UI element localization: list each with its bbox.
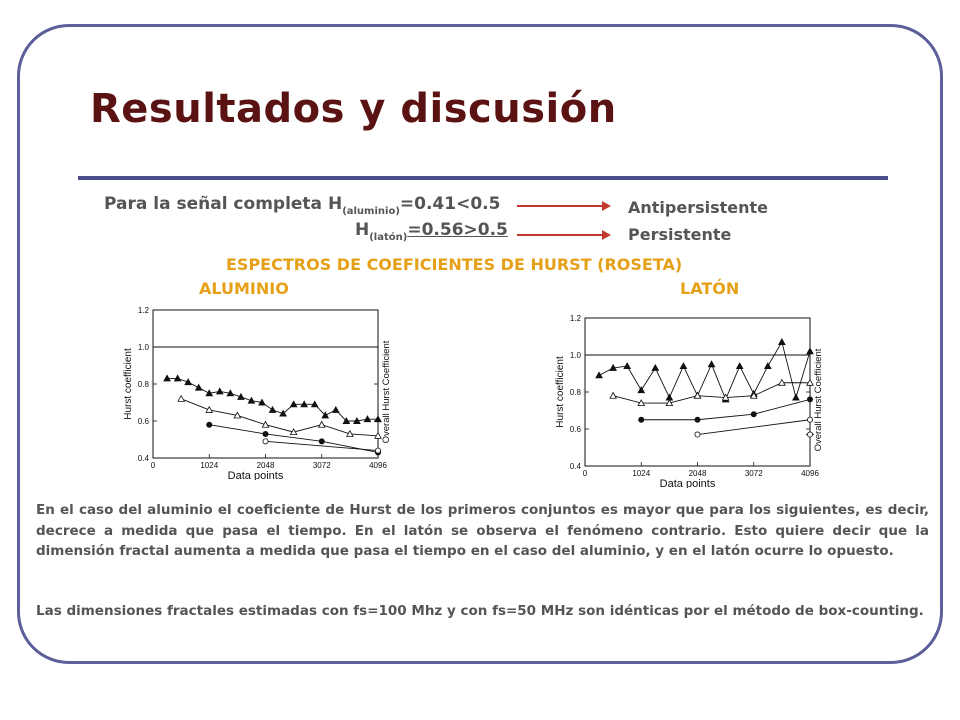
y-tick-label: 0.8 xyxy=(569,388,581,397)
data-point xyxy=(779,339,785,345)
x-tick-label: 2048 xyxy=(688,469,707,478)
x-tick-label: 4096 xyxy=(369,461,387,470)
series-line xyxy=(181,399,378,436)
x-tick-label: 0 xyxy=(150,461,156,470)
data-point xyxy=(207,422,212,427)
data-point xyxy=(695,432,700,437)
line1-prefix: Para la señal completa H xyxy=(104,194,343,214)
data-point xyxy=(269,407,275,413)
aluminio-label: ALUMINIO xyxy=(199,279,289,298)
data-point xyxy=(217,388,223,394)
y-tick-label: 1.2 xyxy=(137,306,149,315)
x-axis-label: Data points xyxy=(227,470,284,480)
data-point xyxy=(610,393,616,399)
data-point xyxy=(680,363,686,369)
data-point xyxy=(639,417,644,422)
aluminio-hurst-line xyxy=(104,194,501,217)
data-point xyxy=(196,385,202,391)
y-tick-label: 0.8 xyxy=(137,380,149,389)
x-tick-label: 3072 xyxy=(312,461,331,470)
laton-hurst-line xyxy=(355,220,508,243)
line2-value: =0.56>0.5 xyxy=(407,220,508,240)
data-point xyxy=(695,417,700,422)
y-tick-label: 1.2 xyxy=(569,314,581,323)
line1-subscript: (aluminio) xyxy=(342,206,400,217)
data-point xyxy=(178,396,184,402)
x-tick-label: 1024 xyxy=(200,461,219,470)
line2-subscript: (latón) xyxy=(369,232,408,243)
y-tick-label: 0.4 xyxy=(137,454,149,463)
data-point xyxy=(793,394,799,400)
overall-label: Overall Hurst Coefficient xyxy=(381,340,392,444)
x-tick-label: 4096 xyxy=(801,469,819,478)
y-tick-label: 0.6 xyxy=(137,417,149,426)
x-tick-label: 3072 xyxy=(744,469,763,478)
data-point xyxy=(624,363,630,369)
y-tick-label: 0.4 xyxy=(569,462,581,471)
series-line xyxy=(698,420,811,435)
laton-label: LATÓN xyxy=(680,279,740,298)
data-point xyxy=(319,439,324,444)
overall-label: Overall Hurst Coefficient xyxy=(813,348,824,452)
data-point xyxy=(807,417,812,422)
data-point xyxy=(807,432,812,437)
series-line xyxy=(641,399,810,419)
label-persistente: Persistente xyxy=(628,225,732,244)
data-point xyxy=(807,397,812,402)
paragraph-conclusion: En el caso del aluminio el coeficiente de Hurst de los primeros conjuntos es mayor que para los siguientes, es decir, decrece a medida que pasa el tiempo. En el latón se observa el fenómeno contrario. Esto quiere decir que la dimensión fractal aumenta a medida que pasa el tiempo en el caso del aluminio, y en el latón ocurre lo opuesto. xyxy=(36,502,929,559)
aluminio-hurst-chart xyxy=(113,300,413,480)
data-point xyxy=(708,361,714,367)
laton-hurst-chart xyxy=(545,308,845,488)
data-point xyxy=(333,407,339,413)
x-tick-label: 1024 xyxy=(632,469,651,478)
data-point xyxy=(694,393,700,399)
data-point xyxy=(638,387,644,393)
slide-title: Resultados y discusión xyxy=(90,86,617,132)
data-point xyxy=(751,412,756,417)
label-antipersistente: Antipersistente xyxy=(628,198,769,217)
data-point xyxy=(319,422,325,428)
y-tick-label: 0.6 xyxy=(569,425,581,434)
x-axis-label: Data points xyxy=(659,478,716,488)
line1-value: =0.41<0.5 xyxy=(399,194,501,214)
y-tick-label: 1.0 xyxy=(569,351,581,360)
y-axis-label: Hurst coefficient xyxy=(123,348,134,420)
data-point xyxy=(375,448,380,453)
data-point xyxy=(736,363,742,369)
x-tick-label: 2048 xyxy=(256,461,275,470)
arrow-right-icon xyxy=(517,205,609,207)
data-point xyxy=(263,431,268,436)
data-point xyxy=(206,407,212,413)
data-point xyxy=(765,363,771,369)
y-tick-label: 1.0 xyxy=(137,343,149,352)
series-line xyxy=(599,342,810,399)
arrow-right-icon xyxy=(517,234,609,236)
title-divider xyxy=(78,176,888,180)
y-axis-label: Hurst coefficient xyxy=(555,356,566,428)
line2-prefix: H xyxy=(355,220,370,240)
data-point xyxy=(263,439,268,444)
paragraph-box-counting: Las dimensiones fractales estimadas con fs=100 Mhz y con fs=50 MHz son idénticas por el método de box-counting. xyxy=(36,603,924,619)
x-tick-label: 0 xyxy=(582,469,588,478)
data-point xyxy=(596,372,602,378)
spectra-heading: ESPECTROS DE COEFICIENTES DE HURST (ROSETA) xyxy=(226,255,683,274)
data-point xyxy=(652,365,658,371)
